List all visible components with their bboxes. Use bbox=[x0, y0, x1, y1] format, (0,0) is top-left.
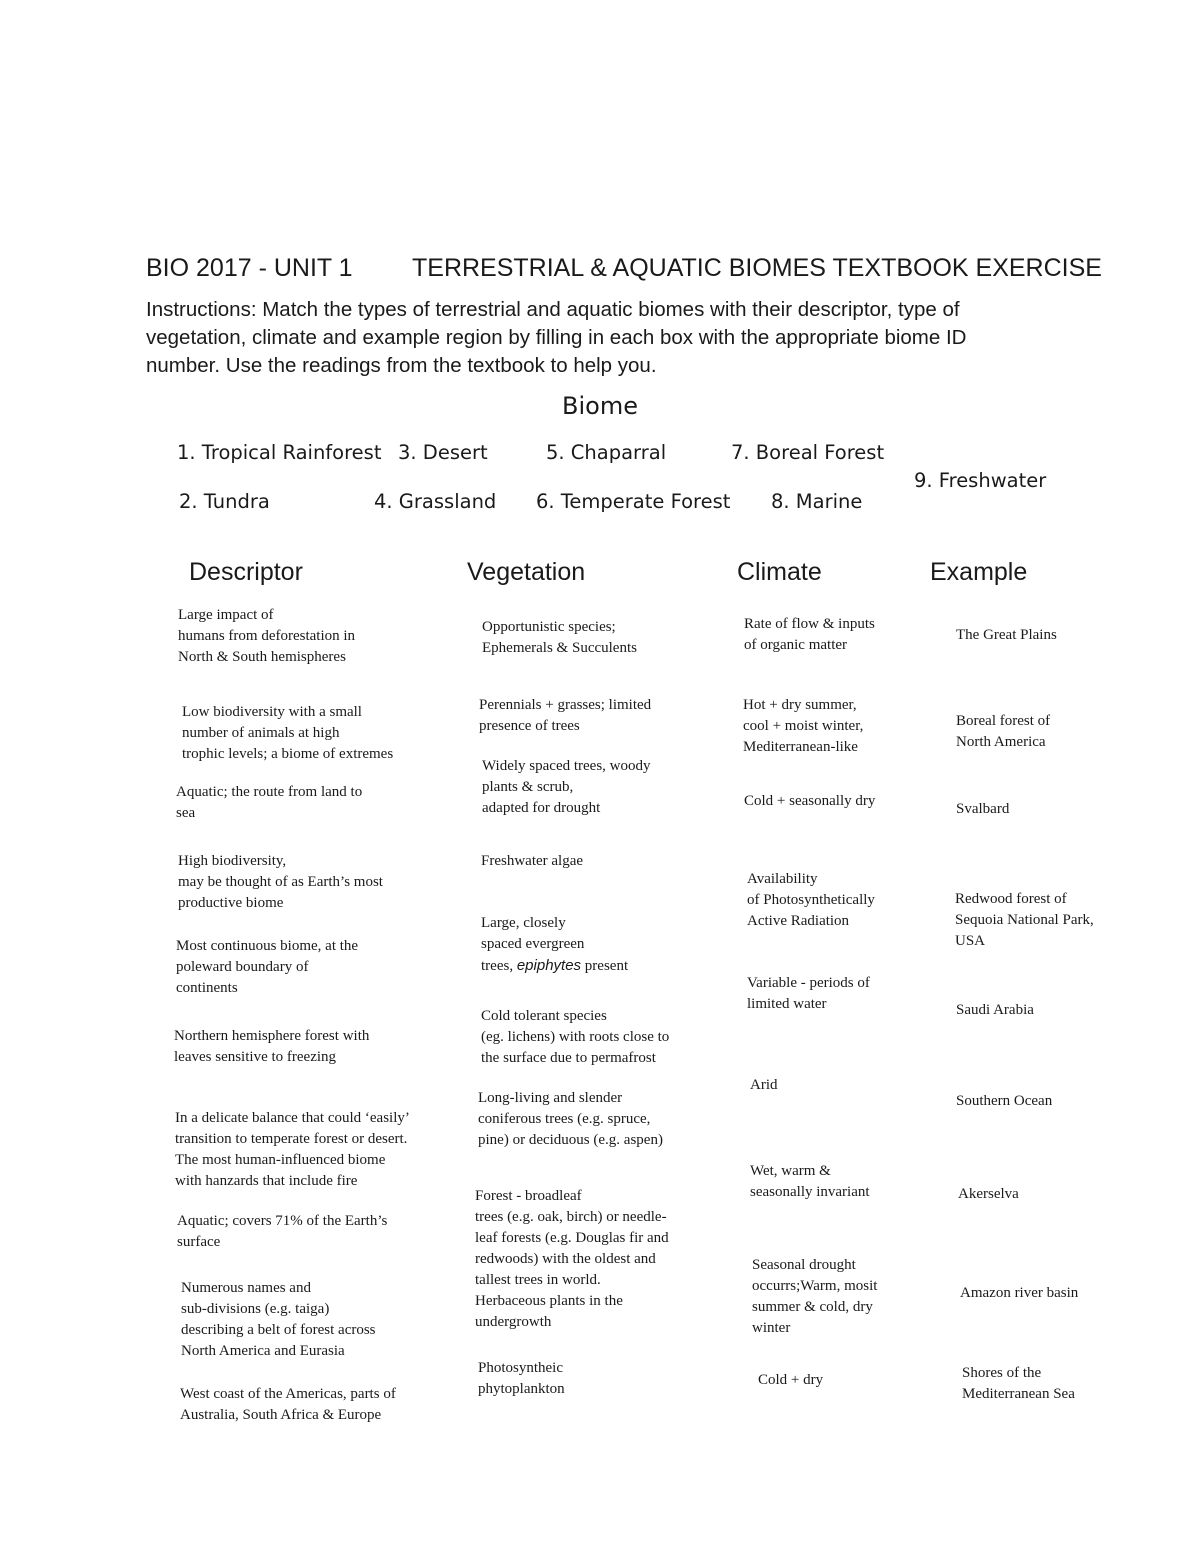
biome-item: 2. Tundra bbox=[179, 490, 270, 513]
course-label: BIO 2017 - UNIT 1 bbox=[146, 254, 353, 282]
descriptor-cell: High biodiversity, may be thought of as Earth’s most productive biome bbox=[178, 853, 383, 911]
vegetation-cell: Freshwater algae bbox=[481, 853, 584, 869]
column-header-climate: Climate bbox=[737, 558, 822, 586]
vegetation-cell: Opportunistic species; Ephemerals & Succulents bbox=[482, 619, 637, 656]
climate-cell: Seasonal drought occurrs;Warm, mosit summer & cold, dry winter bbox=[752, 1257, 878, 1336]
example-cell: Shores of the Mediterranean Sea bbox=[962, 1365, 1075, 1402]
example-cell: Boreal forest of North America bbox=[956, 713, 1051, 750]
vegetation-cell: Cold tolerant species (eg. lichens) with roots close to the surface due to permafrost bbox=[481, 1008, 670, 1066]
climate-cell: Cold + dry bbox=[758, 1372, 824, 1388]
column-header-example: Example bbox=[930, 558, 1028, 586]
example-cell: Akerselva bbox=[958, 1186, 1019, 1202]
vegetation-cell: Perennials + grasses; limited presence of trees bbox=[479, 697, 652, 734]
instructions: Instructions: Match the types of terrestrial and aquatic biomes with their descriptor, type of vegetation, climate and example region by filling in each box with the appropriate biome ID number. Use the readings from the textbook to help you. bbox=[146, 298, 967, 377]
descriptor-cell: Most continuous biome, at the poleward boundary of continents bbox=[176, 938, 359, 996]
descriptor-cell: Aquatic; the route from land to sea bbox=[176, 784, 363, 821]
example-cell: Southern Ocean bbox=[956, 1093, 1053, 1109]
biome-item: 4. Grassland bbox=[374, 490, 497, 513]
climate-cell: Hot + dry summer, cool + moist winter, Mediterranean-like bbox=[743, 697, 864, 755]
climate-cell: Rate of flow & inputs of organic matter bbox=[744, 616, 875, 653]
descriptor-cell: In a delicate balance that could ‘easily’ transition to temperate forest or desert. The most human-influenced biome with hanzards that include fire bbox=[175, 1110, 410, 1189]
climate-cell: Cold + seasonally dry bbox=[744, 793, 876, 809]
example-cell: Svalbard bbox=[956, 801, 1010, 817]
descriptor-cell: Numerous names and sub-divisions (e.g. taiga) describing a belt of forest across North America and Eurasia bbox=[181, 1280, 376, 1359]
biome-item: 9. Freshwater bbox=[914, 469, 1047, 492]
example-cell: The Great Plains bbox=[956, 627, 1057, 643]
biome-item: 8. Marine bbox=[771, 490, 863, 513]
vegetation-cell: Forest - broadleaf trees (e.g. oak, birch) or needle- leaf forests (e.g. Douglas fir and redwoods) with the oldest and tallest trees in world. Herbaceous plants in the undergrowth bbox=[475, 1188, 669, 1330]
example-cell: Amazon river basin bbox=[960, 1285, 1079, 1301]
biome-heading: Biome bbox=[562, 392, 638, 420]
page-title: TERRESTRIAL & AQUATIC BIOMES TEXTBOOK EXERCISE bbox=[412, 254, 1102, 282]
descriptor-cell: Aquatic; covers 71% of the Earth’s surface bbox=[177, 1213, 388, 1250]
vegetation-cell: Photosyntheic phytoplankton bbox=[478, 1360, 565, 1397]
climate-cell: Availability of Photosynthetically Active Radiation bbox=[747, 871, 875, 929]
vegetation-cell: Large, closely spaced evergreen trees, epiphytes present bbox=[481, 915, 629, 974]
descriptor-cell: Large impact of humans from deforestation in North & South hemispheres bbox=[178, 607, 356, 665]
example-cell: Saudi Arabia bbox=[956, 1002, 1034, 1018]
biome-item: 6. Temperate Forest bbox=[536, 490, 731, 513]
biome-item: 1. Tropical Rainforest bbox=[177, 441, 382, 464]
descriptor-cell: West coast of the Americas, parts of Australia, South Africa & Europe bbox=[180, 1386, 396, 1423]
climate-cell: Arid bbox=[750, 1077, 778, 1093]
climate-cell: Variable - periods of limited water bbox=[747, 975, 870, 1012]
example-cell: Redwood forest of Sequoia National Park, USA bbox=[955, 891, 1094, 949]
biome-item: 7. Boreal Forest bbox=[731, 441, 885, 464]
descriptor-cell: Low biodiversity with a small number of animals at high trophic levels; a biome of extremes bbox=[182, 704, 394, 762]
biome-item: 3. Desert bbox=[398, 441, 488, 464]
column-header-vegetation: Vegetation bbox=[467, 558, 586, 586]
column-header-descriptor: Descriptor bbox=[189, 558, 303, 586]
vegetation-cell: Widely spaced trees, woody plants & scrub, adapted for drought bbox=[482, 758, 651, 816]
climate-cell: Wet, warm & seasonally invariant bbox=[750, 1163, 870, 1200]
descriptor-cell: Northern hemisphere forest with leaves sensitive to freezing bbox=[174, 1028, 370, 1065]
biome-item: 5. Chaparral bbox=[546, 441, 667, 464]
vegetation-cell: Long-living and slender coniferous trees (e.g. spruce, pine) or deciduous (e.g. aspen) bbox=[478, 1090, 663, 1148]
